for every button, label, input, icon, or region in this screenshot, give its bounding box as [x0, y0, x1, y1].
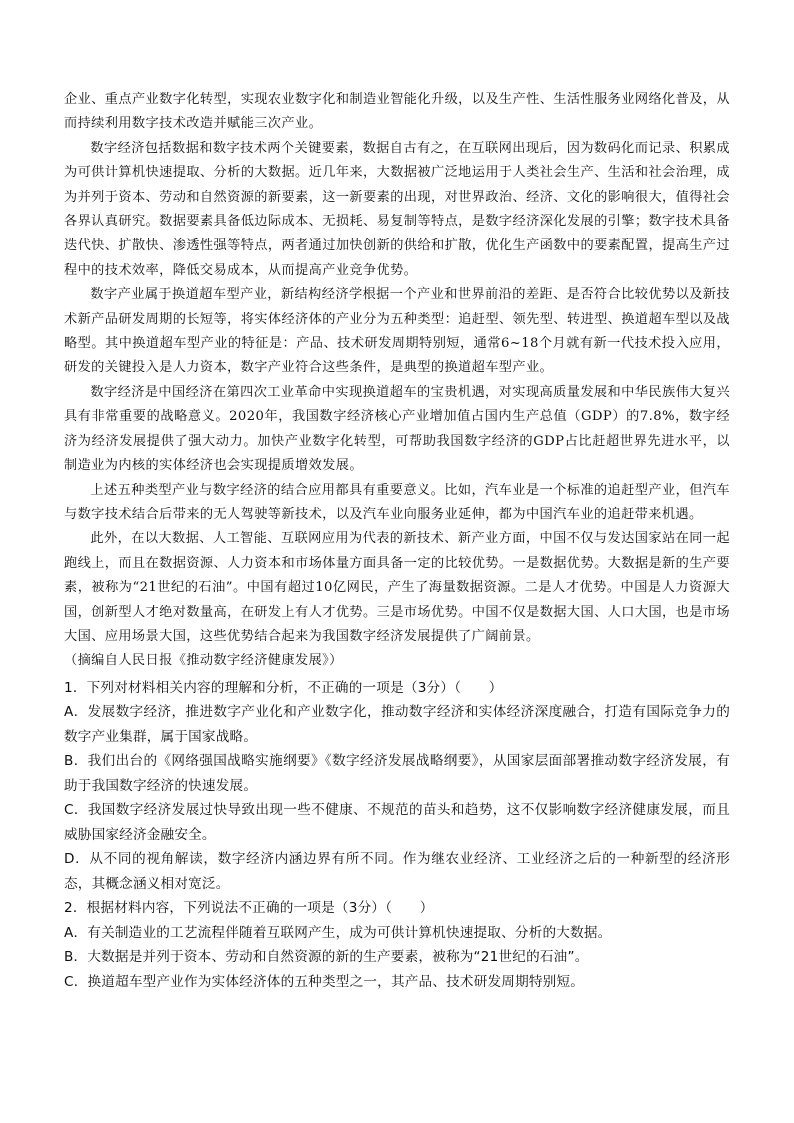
passage-paragraph: 上述五种类型产业与数字经济的结合应用都具有重要意义。比如，汽车业是一个标准的追赶型产业，但汽车与数字技术结合后带来的无人驾驶等新技术，以及汽车业向服务业延伸，都为中国汽车业的追赶带来机遇。	[64, 482, 730, 522]
passage-paragraph: 此外，在以大数据、人工智能、互联网应用为代表的新技术、新产业方面，中国不仅与发达国家站在同一起跑线上，而且在数据资源、人力资本和市场体量方面具备一定的比较优势。一是数据优势。大数据是新的生产要素，被称为“21世纪的石油”。中国有超过10亿网民，产生了海量数据资源。二是人才优势。中国是人力资源大国，创新型人才绝对数量高，在研发上有人才优势。三是市场优势。中国不仅是数据大国、人口大国，也是市场大国、应用场景大国，这些优势结合起来为我国数字经济发展提供了广阔前景。	[64, 531, 730, 644]
passage-paragraph: 企业、重点产业数字化转型，实现农业数字化和制造业智能化升级，以及生产性、生活性服务业网络化普及，从而持续利用数字技术改造并赋能三次产业。	[64, 92, 730, 132]
passage-paragraph: 数字产业属于换道超车型产业，新结构经济学根据一个产业和世界前沿的差距、是否符合比较优势以及新技术新产品研发周期的长短等，将实体经济体的产业分为五种类型：追赶型、领先型、转进型、换道超车型以及战略型。其中换道超车型产业的特征是：产品、技术研发周期特别短，通常6~18个月就有新一代技术投入应用，研发的关键投入是人力资本，数字产业符合这些条件，是典型的换道超车型产业。	[64, 287, 730, 376]
reading-passage	[64, 88, 730, 674]
option-a: A．发展数字经济，推进数字产业化和产业数字化，推动数字经济和实体经济深度融合，打造有国际竞争力的数字产业集群，属于国家战略。	[64, 704, 730, 745]
question-2	[64, 896, 730, 994]
option-c: C．换道超车型产业作为实体经济体的五种类型之一，其产品、技术研发周期特别短。	[64, 973, 585, 990]
passage-paragraph: 数字经济包括数据和数字技术两个关键要素，数据自古有之，在互联网出现后，因为数码化而记录、积累成为可供计算机快速提取、分析的大数据。近几年来，大数据被广泛地运用于人类社会生产、生活和社会治理，成为并列于资本、劳动和自然资源的新要素，这一新要素的出现，对世界政治、经济、文化的影响很大，值得社会各界认真研究。数据要素具备低边际成本、无损耗、易复制等特点，是数字经济深化发展的引擎；数字技术具备迭代快、扩散快、渗透性强等特点，两者通过加快创新的供给和扩散，优化生产函数中的要素配置，提高生产过程中的技术效率，降低交易成本，从而提高产业竞争优势。	[64, 140, 730, 278]
passage-source: （摘编自人民日报《推动数字经济健康发展》）	[64, 653, 343, 669]
question-1	[64, 676, 730, 897]
passage-paragraph: 数字经济是中国经济在第四次工业革命中实现换道超车的宝贵机遇，对实现高质量发展和中华民族伟大复兴具有非常重要的战略意义。2020年，我国数字经济核心产业增加值占国内生产总值（GDP）的7.8%，数字经济为经济发展提供了强大动力。加快产业数字化转型，可帮助我国数字经济的GDP占比赶超世界先进水平，以制造业为内核的实体经济也会实现提质增效发展。	[64, 384, 730, 474]
question-stem: 1．下列对材料相关内容的理解和分析，不正确的一项是（3分）（ ）	[64, 679, 503, 696]
question-list	[64, 676, 730, 995]
option-a: A．有关制造业的工艺流程伴随着互联网产生，成为可供计算机快速提取、分析的大数据。	[64, 924, 612, 941]
option-b: B．大数据是并列于资本、劳动和自然资源的新的生产要素，被称为“21世纪的石油”。	[64, 949, 589, 966]
option-d: D．从不同的视角解读，数字经济内涵边界有所不同。作为继农业经济、工业经济之后的一种新型的经济形态，其概念涵义相对宽泛。	[64, 851, 730, 892]
option-c: C．我国数字经济发展过快导致出现一些不健康、不规范的苗头和趋势，这不仅影响数字经济健康发展，而且威胁国家经济金融安全。	[64, 802, 730, 843]
question-stem: 2．根据材料内容，下列说法不正确的一项是（3分）（ ）	[64, 900, 434, 917]
option-b: B．我们出台的《网络强国战略实施纲要》《数字经济发展战略纲要》，从国家层面部署推动数字经济发展，有助于我国数字经济的快速发展。	[64, 753, 730, 794]
